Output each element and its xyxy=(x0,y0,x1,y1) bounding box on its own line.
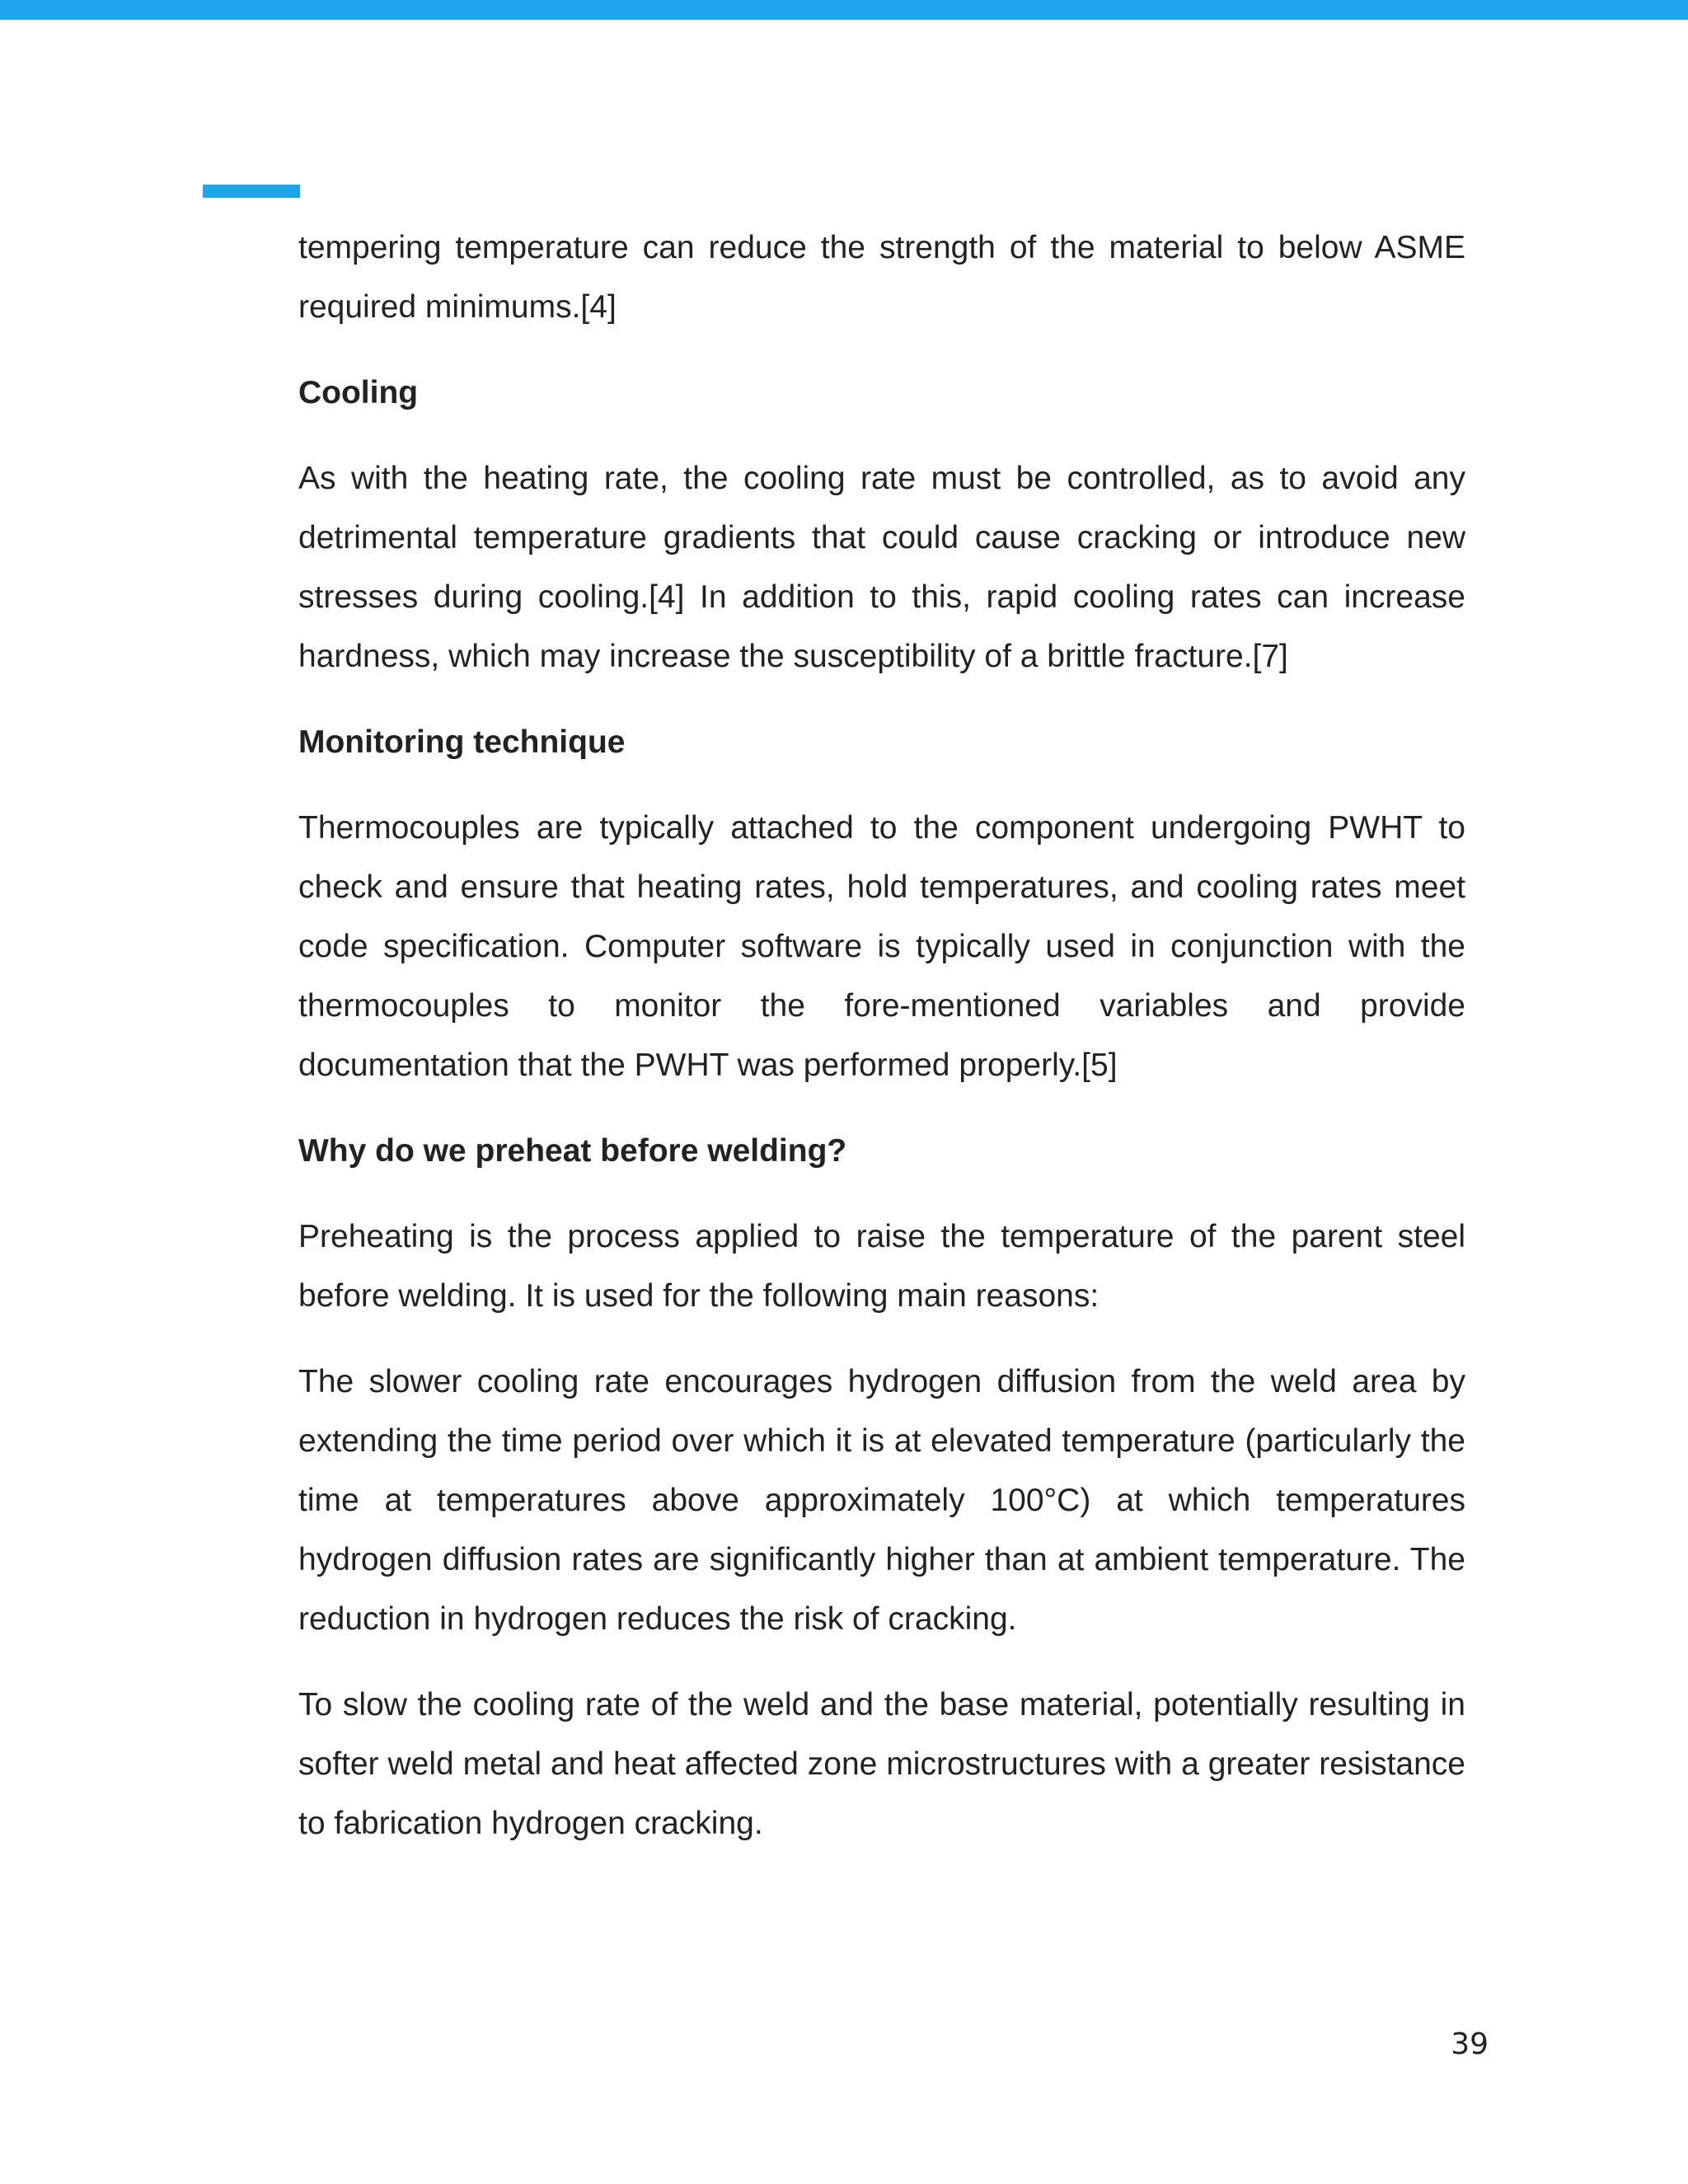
paragraph-monitoring: Thermocouples are typically attached to the component undergoing PWHT to check and ensure that heating rates, hold temperatures, and cooling rates meet code specification. Computer software is typically used in conjunction with the thermocouples to monitor the fore-mentioned variables and provide documentation that the PWHT was performed properly.[5] xyxy=(298,810,1465,1083)
paragraph-preheat-intro: Preheating is the process applied to raise the temperature of the parent steel before welding. It is used for the following main reasons: xyxy=(298,1219,1465,1314)
page-body xyxy=(298,218,1465,1880)
paragraph-tempering: tempering temperature can reduce the strength of the material to below ASME required minimums.[4] xyxy=(298,230,1465,325)
heading-cooling: Cooling xyxy=(298,375,419,410)
heading-why-preheat: Why do we preheat before welding? xyxy=(298,1133,847,1169)
paragraph-cooling: As with the heating rate, the cooling rate must be controlled, as to avoid any detrimental temperature gradients that could cause cracking or introduce new stresses during cooling.[4] In addition to this, rapid cooling rates can increase hardness, which may increase the susceptibility of a brittle fracture.[7] xyxy=(298,461,1465,674)
heading-monitoring-technique: Monitoring technique xyxy=(298,724,626,760)
top-accent-bar xyxy=(0,0,1688,20)
page-number: 39 xyxy=(1451,2027,1489,2061)
paragraph-slower-cooling: The slower cooling rate encourages hydrogen diffusion from the weld area by extending the time period over which it is at elevated temperature (particularly the time at temperatures above approximately 100°C) at which temperatures hydrogen diffusion rates are significantly higher than at ambient temperature. The reduction in hydrogen reduces the risk of cracking. xyxy=(298,1364,1465,1637)
paragraph-slow-cooling-rate: To slow the cooling rate of the weld and the base material, potentially resulting in softer weld metal and heat affected zone microstructures with a greater resistance to fabrication hydrogen cracking. xyxy=(298,1687,1465,1841)
section-accent-dash xyxy=(203,185,300,198)
